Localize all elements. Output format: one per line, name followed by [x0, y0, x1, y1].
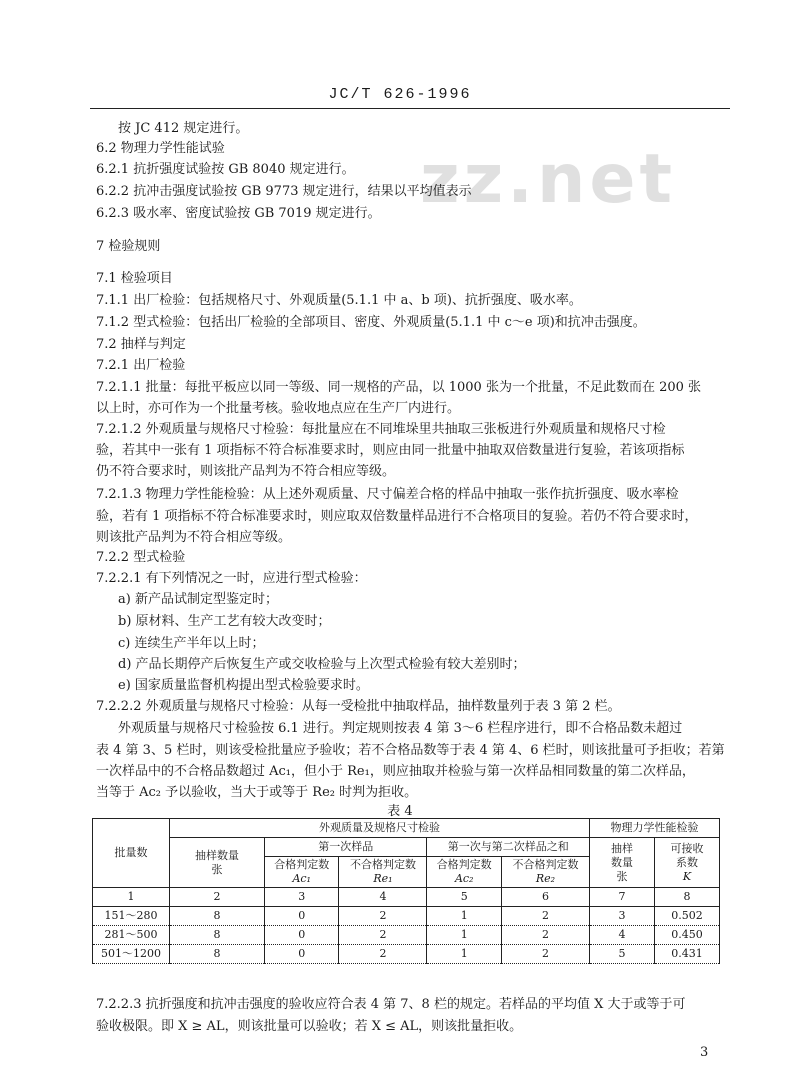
- cell: 8: [170, 907, 265, 926]
- document-code: JC/T 626-1996: [328, 86, 472, 103]
- col-num: 7: [590, 888, 655, 907]
- watermark: zz.net: [420, 140, 677, 219]
- header-re1: Re₁: [373, 872, 393, 885]
- header-fail1-label: 不合格判定数: [349, 858, 416, 871]
- section-heading: 7.2 抽样与判定: [96, 337, 186, 352]
- header-fail2: [501, 857, 589, 888]
- cell: 2: [339, 907, 427, 926]
- text-line: 一次样品中的不合格品数超过 Ac₁，但小于 Re₁，则应抽取并检验与第一次样品相同数量的第二次样品，: [96, 764, 695, 779]
- section-heading: 6.2 物理力学性能试验: [96, 141, 225, 156]
- cell: 3: [590, 907, 655, 926]
- header-k-symbol: K: [682, 869, 692, 883]
- text-line: 仍不符合要求时，则该批产品判为不符合相应等级。: [96, 464, 396, 479]
- cell: 0.502: [655, 907, 720, 926]
- header-pass1: [265, 857, 339, 888]
- text-line: 表 4 第 3、5 栏时，则该受检批量应予验收；若不合格品数等于表 4 第 4、6 栏时，则该批量可予拒收；若第: [96, 743, 725, 758]
- list-item: c) 连续生产半年以上时；: [118, 636, 265, 651]
- cell: 2: [501, 907, 589, 926]
- cell: 151～280: [93, 907, 170, 926]
- header-pass2: [427, 857, 501, 888]
- list-item: e) 国家质量监督机构提出型式检验要求时。: [118, 678, 369, 693]
- page-number: 3: [700, 1045, 709, 1060]
- col-num: 2: [170, 888, 265, 907]
- header-pass1-label: 合格判定数: [274, 858, 330, 871]
- cell: 8: [170, 945, 265, 964]
- col-num: 3: [265, 888, 339, 907]
- cell: 2: [501, 945, 589, 964]
- col-num: 8: [655, 888, 720, 907]
- header-first-sample: 第一次样品: [265, 838, 427, 857]
- cell: 2: [339, 945, 427, 964]
- section-heading: 7.2.2 型式检验: [96, 550, 186, 565]
- header-fail1: [339, 857, 427, 888]
- cell: 0.450: [655, 926, 720, 945]
- header-k-label2: 系数: [676, 855, 698, 869]
- text-line: 7.2.2.2 外观质量与规格尺寸检验：从每一受检批中抽取样品，抽样数量列于表 3 第 2 栏。: [96, 699, 621, 714]
- text-line: 以上时，亦可作为一个批量考核。验收地点应在生产厂内进行。: [96, 401, 461, 416]
- text-line: 7.2.2.3 抗折强度和抗冲击强度的验收应符合表 4 第 7、8 栏的规定。若样品的平均值 X 大于或等于可: [96, 997, 686, 1012]
- header-pass2-label: 合格判定数: [436, 858, 492, 871]
- header-phys-sample-label2: 数量: [611, 855, 633, 869]
- cell: 1: [427, 907, 501, 926]
- text-line: 7.2.1.3 物理力学性能检验：从上述外观质量、尺寸偏差合格的样品中抽取一张作抗折强度、吸水率检: [96, 487, 679, 502]
- cell: 8: [170, 926, 265, 945]
- section-heading: 7.1 检验项目: [96, 271, 173, 286]
- list-item: a) 新产品试制定型鉴定时；: [118, 592, 278, 607]
- text-line: 7.2.1.1 批量：每批平板应以同一等级、同一规格的产品，以 1000 张为一个批量，不足此数而在 200 张: [96, 380, 702, 395]
- table-row: [93, 926, 720, 945]
- text-line: 6.2.1 抗折强度试验按 GB 8040 规定进行。: [96, 162, 355, 177]
- text-line: 当等于 Ac₂ 予以验收，当大于或等于 Re₂ 时判为拒收。: [96, 785, 418, 800]
- text-line: 7.1.2 型式检验：包括出厂检验的全部项目、密度、外观质量(5.1.1 中 c～e 项)和抗冲击强度。: [96, 315, 646, 330]
- header-phys-sample-label: 抽样: [611, 841, 633, 855]
- header-batch: 批量数: [93, 819, 170, 888]
- text-line: 验，若有 1 项指标不符合标准要求时，则应取双倍数量样品进行不合格项目的复验。若仍不符合要求时，: [96, 509, 698, 524]
- cell: 0: [265, 907, 339, 926]
- header-sum-samples: 第一次与第二次样品之和: [427, 838, 590, 857]
- section-heading: 7 检验规则: [96, 239, 161, 254]
- text-line: 6.2.3 吸水率、密度试验按 GB 7019 规定进行。: [96, 206, 381, 221]
- header-phys-sample: [590, 838, 655, 888]
- text-line: 7.2.2.1 有下列情况之一时，应进行型式检验：: [96, 571, 367, 586]
- cell: 2: [339, 926, 427, 945]
- header-ac1: Ac₁: [292, 872, 311, 885]
- header-sample-unit: 张: [211, 862, 223, 876]
- header-phys-sample-unit: 张: [616, 869, 628, 883]
- cell: 5: [590, 945, 655, 964]
- list-item: d) 产品长期停产后恢复生产或交收检验与上次型式检验有较大差别时；: [118, 657, 526, 672]
- table-row: [93, 907, 720, 926]
- col-num: 4: [339, 888, 427, 907]
- cell: 4: [590, 926, 655, 945]
- text-line: 外观质量与规格尺寸检验按 6.1 进行。判定规则按表 4 第 3～6 栏程序进行，即不合格品数未超过: [118, 721, 683, 736]
- header-sample-count: [170, 838, 265, 888]
- text-line: 7.1.1 出厂检验：包括规格尺寸、外观质量(5.1.1 中 a、b 项)、抗折强度、吸水率。: [96, 293, 582, 308]
- table-4: [92, 818, 720, 964]
- cell: 1: [427, 926, 501, 945]
- cell: 0: [265, 945, 339, 964]
- cell: 0: [265, 926, 339, 945]
- cell: 501～1200: [93, 945, 170, 964]
- text-line: 按 JC 412 规定进行。: [118, 121, 249, 136]
- cell: 0.431: [655, 945, 720, 964]
- col-num: 5: [427, 888, 501, 907]
- col-num: 1: [93, 888, 170, 907]
- text-line: 6.2.2 抗冲击强度试验按 GB 9773 规定进行，结果以平均值表示: [96, 184, 472, 199]
- cell: 281～500: [93, 926, 170, 945]
- header-group-physical: 物理力学性能检验: [590, 819, 720, 838]
- text-line: 验，若其中一张有 1 项指标不符合标准要求时，则应由同一批量中抽取双倍数量进行复验，若该项指标: [96, 443, 685, 458]
- text-line: 7.2.1.2 外观质量与规格尺寸检验：每批量应在不同堆垛里共抽取三张板进行外观质量和规格尺寸检: [96, 422, 666, 437]
- section-heading: 7.2.1 出厂检验: [96, 358, 186, 373]
- cell: 2: [501, 926, 589, 945]
- header-ac2: Ac₂: [454, 872, 474, 885]
- col-num: 6: [501, 888, 589, 907]
- header-fail2-label: 不合格判定数: [512, 858, 579, 871]
- list-item: b) 原材料、生产工艺有较大改变时；: [118, 614, 331, 629]
- table-title: 表 4: [387, 804, 413, 819]
- header-rule: [90, 108, 730, 109]
- header-group-appearance: 外观质量及规格尺寸检验: [170, 819, 590, 838]
- text-line: 则该批产品判为不符合相应等级。: [96, 530, 292, 545]
- text-line: 验收极限。即 X ≥ AL，则该批量可以验收；若 X ≤ AL，则该批量拒收。: [96, 1019, 523, 1034]
- header-k-label: 可接收: [670, 841, 704, 855]
- cell: 1: [427, 945, 501, 964]
- header-sample-label: 抽样数量: [195, 848, 239, 862]
- table-row: [93, 945, 720, 964]
- header-k: [655, 838, 720, 888]
- header-re2: Re₂: [535, 872, 556, 885]
